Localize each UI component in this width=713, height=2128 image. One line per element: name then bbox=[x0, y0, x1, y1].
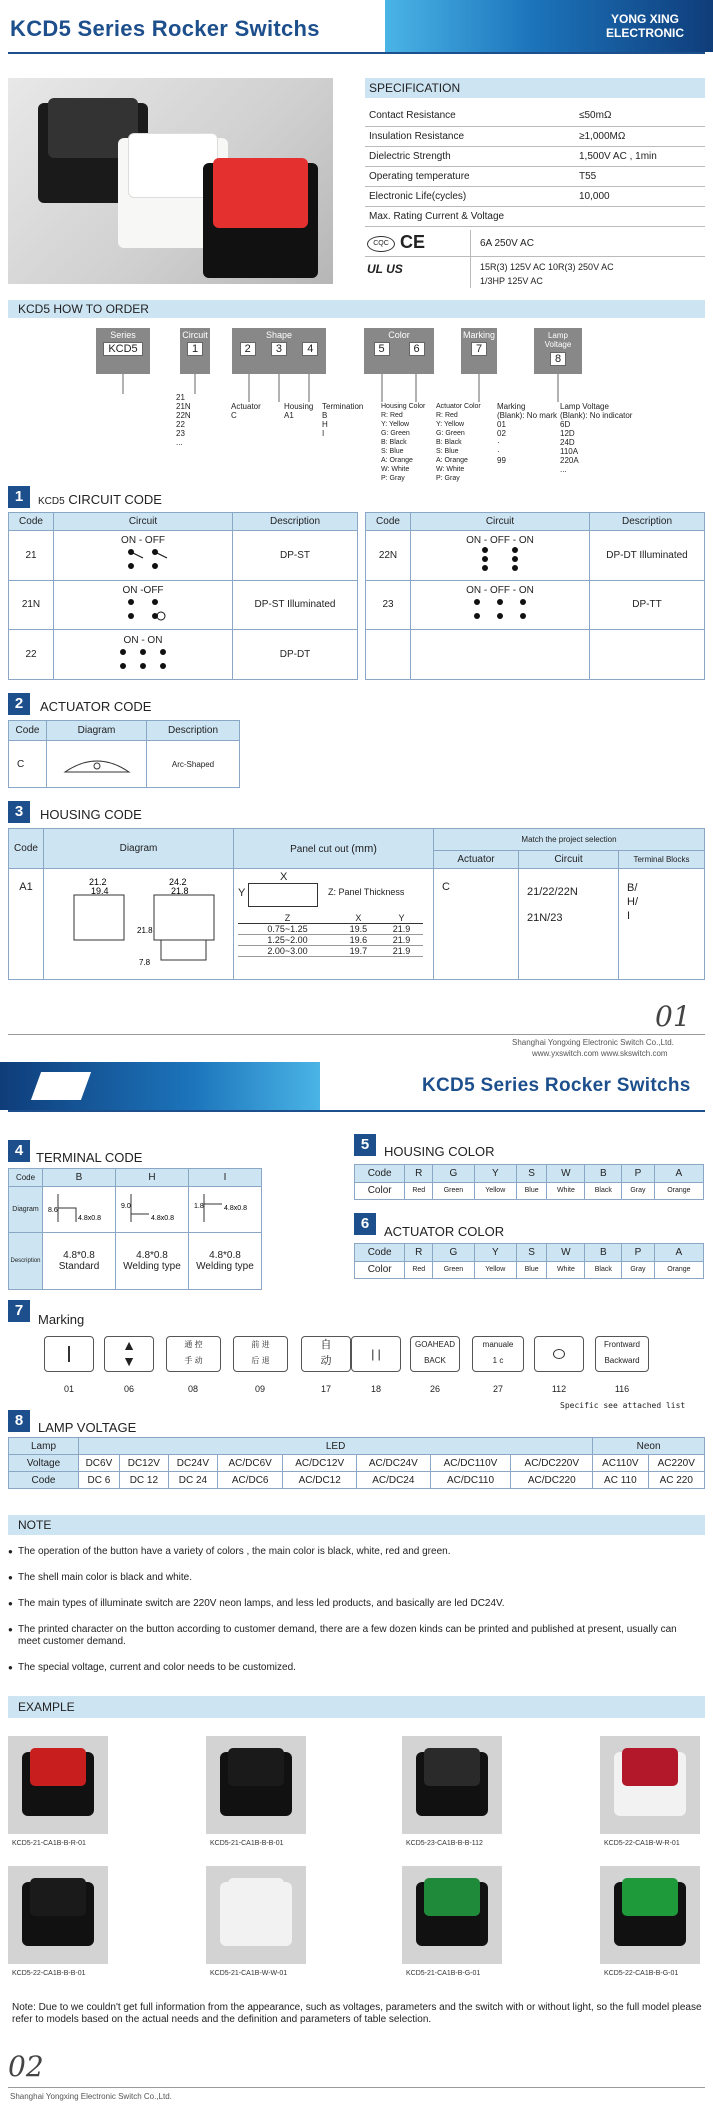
section-7-number: 7 bbox=[8, 1300, 30, 1322]
spec-table bbox=[365, 106, 705, 227]
section-2-number: 2 bbox=[8, 693, 30, 715]
example-photo bbox=[206, 1866, 306, 1964]
section-8-title: LAMP VOLTAGE bbox=[38, 1420, 137, 1435]
actuator-code-table: Code Diagram Description C Arc-Shaped bbox=[8, 720, 240, 788]
example-label: KCD5-23-CA1B-B-B-112 bbox=[406, 1840, 483, 1847]
circuit-22n-diagram: ON - OFF - ON bbox=[411, 531, 590, 581]
example-label: KCD5-21-CA1B-B-G-01 bbox=[406, 1970, 481, 1977]
order-circuit: Circuit 1 bbox=[180, 328, 210, 374]
spec-row: Contact Resistance ≤50mΩ bbox=[365, 106, 705, 126]
section-5-title: HOUSING COLOR bbox=[384, 1144, 495, 1159]
example-photo bbox=[402, 1736, 502, 1834]
section-5-number: 5 bbox=[354, 1134, 376, 1156]
marking-label: 08 bbox=[187, 1384, 198, 1394]
svg-text:21.8: 21.8 bbox=[170, 885, 189, 896]
rating-ac: 6A 250V AC bbox=[480, 238, 534, 249]
marking-112 bbox=[534, 1336, 584, 1372]
product-photo bbox=[8, 78, 333, 284]
note-item: ● The shell main color is black and white. bbox=[8, 1572, 698, 1584]
section-4-title: TERMINAL CODE bbox=[36, 1150, 143, 1165]
section-2-title: ACTUATOR CODE bbox=[40, 699, 152, 714]
example-photo bbox=[8, 1866, 108, 1964]
panel-cutout: X Y Z: Panel Thickness Z X Y 0.75~1.25 19.5 21.9 1.25~2.00 19.6 21.9 2.00~3.00 19.7 21.9 bbox=[234, 869, 434, 980]
marking-18: | | bbox=[351, 1336, 401, 1372]
lamp-voltage-table: Lamp LED Neon Voltage DC6V DC12V DC24V AC/DC6V AC/DC12V AC/DC24V AC/DC110V AC/DC220V AC110V AC220V Code DC 6 DC 12 DC 24 AC/DC6 AC/DC12 AC/DC24 AC/DC110 AC/DC220 AC 110 AC 220 bbox=[8, 1437, 705, 1489]
order-actuator-color: Actuator Color R: Red Y: Yellow G: Green B: Black S: Blue A: Orange W: White P: Gray bbox=[436, 403, 481, 482]
example-photo bbox=[600, 1866, 700, 1964]
spec-title: SPECIFICATION bbox=[365, 78, 705, 98]
example-label: KCD5-21-CA1B-B-R-01 bbox=[12, 1840, 86, 1847]
order-termination: Termination B H I bbox=[322, 402, 364, 438]
spec-row: Max. Rating Current & Voltage bbox=[365, 206, 705, 226]
terminal-code-table: Code B H I Diagram 8.6 4.8x0.8 9.0 4.8x0.8 1.8 4.8x0.8 Description 4.8*0.8 Standard 4.8*0.8 Welding type 4.8*0.8 Welding type bbox=[8, 1168, 262, 1290]
circuit-21-diagram: ON - OFF bbox=[54, 531, 233, 581]
svg-text:7.8: 7.8 bbox=[138, 957, 150, 967]
order-housing: Housing A1 bbox=[284, 402, 314, 420]
marking-01 bbox=[44, 1336, 94, 1372]
note-item: ● The special voltage, current and color needs to be customized. bbox=[8, 1662, 698, 1674]
page-number-1: 01 bbox=[655, 1000, 691, 1033]
note-item: ● The printed character on the button according to customer demand, there are a few dozen kinds can be printed and published at present, usually can meet customer demand. bbox=[8, 1624, 698, 1648]
svg-text:21.2: 21.2 bbox=[88, 876, 107, 887]
order-connectors bbox=[0, 374, 713, 404]
marking-27: manuale 1 c bbox=[472, 1336, 524, 1372]
section-7-title: Marking bbox=[38, 1312, 85, 1327]
rating-ul-2: 1/3HP 125V AC bbox=[480, 276, 543, 286]
svg-text:4.8x0.8: 4.8x0.8 bbox=[78, 1215, 101, 1222]
housing-code-table: Code Diagram Panel cut out (mm) Match the project selection Actuator Circuit Terminal Blocks A1 21.2 19.4 24.2 21.8 21.8 7.8 X Y Z: Panel Thickness Z X Y 0.75~1.25 19.5 21.9 1.25~2.00 19.6 21.9 2.00~3.00 19.7 21.9 C 21/22/22N 21N/23 B/ H/ I bbox=[8, 828, 705, 980]
example-photo bbox=[206, 1736, 306, 1834]
svg-text:1.8: 1.8 bbox=[194, 1203, 204, 1210]
section-8-number: 8 bbox=[8, 1410, 30, 1432]
actuator-diagram bbox=[47, 741, 147, 788]
ul-logo: UL US bbox=[367, 262, 403, 276]
actuator-color-table: Code R G Y S W B P A Color Red Green Yellow Blue White Black Gray Orange bbox=[354, 1243, 704, 1279]
page-number-2: 02 bbox=[8, 2050, 44, 2083]
page2-title: KCD5 Series Rocker Switchs bbox=[422, 1075, 691, 1096]
marking-label: 112 bbox=[551, 1384, 567, 1394]
housing-color-table: Code R G Y S W B P A Color Red Green Yellow Blue White Black Gray Orange bbox=[354, 1164, 704, 1200]
order-actuator: Actuator C bbox=[231, 402, 261, 420]
order-title: KCD5 HOW TO ORDER bbox=[8, 300, 705, 318]
section-1-title: KCD5 CIRCUIT CODE bbox=[38, 492, 162, 507]
svg-text:8.6: 8.6 bbox=[48, 1207, 58, 1214]
order-circuit-list: 21 21N 22N 22 23 ... bbox=[176, 393, 191, 447]
footer-company-2: Shanghai Yongxing Electronic Switch Co.,Ltd. bbox=[10, 2092, 172, 2101]
housing-diagram bbox=[44, 869, 234, 980]
marking-116: Frontward Backward bbox=[595, 1336, 649, 1372]
marking-label: 18 bbox=[370, 1384, 381, 1394]
cqc-logo: CQC bbox=[367, 236, 395, 252]
footer-company-1: Shanghai Yongxing Electronic Switch Co.,Ltd. bbox=[512, 1038, 674, 1047]
example-label: KCD5-22-CA1B-B-B-01 bbox=[12, 1970, 86, 1977]
page2-banner bbox=[0, 1062, 320, 1110]
marking-26: GOAHEAD BACK bbox=[410, 1336, 460, 1372]
marking-note: Specific see attached list bbox=[560, 1401, 686, 1410]
example-label: KCD5-22-CA1B-B-G-01 bbox=[604, 1970, 679, 1977]
marking-label: 26 bbox=[429, 1384, 440, 1394]
marking-06: ▲ ▼ bbox=[104, 1336, 154, 1372]
order-color: Color 5 6 bbox=[364, 328, 434, 374]
ce-logo: CE bbox=[400, 232, 426, 252]
order-marking: Marking 7 bbox=[461, 328, 497, 374]
marking-label: 09 bbox=[254, 1384, 265, 1394]
section-6-number: 6 bbox=[354, 1213, 376, 1235]
order-housing-color: Housing Color R: Red Y: Yellow G: Green B: Black S: Blue A: Orange W: White P: Gray bbox=[381, 403, 426, 482]
marking-label: 06 bbox=[123, 1384, 134, 1394]
note-item: ● The main types of illuminate switch are 220V neon lamps, and less led products, and basically are led DC24V. bbox=[8, 1598, 698, 1610]
bottom-note: Note: Due to we couldn't get full information from the appearance, such as voltages, parameters and the switch with or without light, so the full model please refer to models based on the actual needs and the definition and parameters of table selection. bbox=[12, 2002, 702, 2025]
footer-web-1: www.yxswitch.com www.skswitch.com bbox=[532, 1049, 668, 1058]
section-3-title: HOUSING CODE bbox=[40, 807, 142, 822]
spec-row: Dielectric Strength 1,500V AC , 1min bbox=[365, 146, 705, 166]
order-marking-list: Marking (Blank): No mark 01 02 · · 99 bbox=[497, 402, 558, 465]
order-series: Series KCD5 bbox=[96, 328, 150, 374]
svg-text:4.8x0.8: 4.8x0.8 bbox=[151, 1215, 174, 1222]
marking-17: 自 动 bbox=[301, 1336, 351, 1372]
brand-name: YONG XING ELECTRONIC bbox=[606, 12, 684, 40]
svg-text:21.8: 21.8 bbox=[136, 925, 153, 935]
example-label: KCD5-22-CA1B-W-R-01 bbox=[604, 1840, 680, 1847]
example-photo bbox=[402, 1866, 502, 1964]
spec-row: Insulation Resistance ≥1,000MΩ bbox=[365, 126, 705, 146]
circuit-21n-diagram: ON -OFF bbox=[54, 580, 233, 630]
section-4-number: 4 bbox=[8, 1140, 30, 1162]
section-3-number: 3 bbox=[8, 801, 30, 823]
note-list bbox=[8, 1546, 698, 1688]
svg-text:24.2: 24.2 bbox=[168, 876, 187, 887]
svg-text:9.0: 9.0 bbox=[121, 1203, 131, 1210]
example-photo bbox=[600, 1736, 700, 1834]
brand-banner bbox=[385, 0, 713, 52]
note-title: NOTE bbox=[8, 1515, 705, 1535]
circuit-code-table: Code Circuit Description Code Circuit Description 21 ON - OFF DP-ST 22N ON - OFF - ON DP-DT Illuminated 21N ON -OFF DP-ST Illuminated 23 ON - OFF - ON DP-TT 22 ON - ON DP-DT bbox=[8, 512, 705, 680]
rating-ul-1: 15R(3) 125V AC 10R(3) 250V AC bbox=[480, 262, 614, 272]
section-1-number: 1 bbox=[8, 486, 30, 508]
marking-label: 27 bbox=[492, 1384, 503, 1394]
marking-09: 前 进 后 退 bbox=[233, 1336, 288, 1372]
spec-row: Operating temperature T55 bbox=[365, 166, 705, 186]
circuit-23-diagram: ON - OFF - ON bbox=[411, 580, 590, 630]
circuit-22-diagram: ON - ON bbox=[54, 630, 233, 680]
marking-label: 116 bbox=[614, 1384, 630, 1394]
example-title: EXAMPLE bbox=[8, 1696, 705, 1718]
svg-text:4.8x0.8: 4.8x0.8 bbox=[224, 1205, 247, 1212]
marking-label: 17 bbox=[320, 1384, 331, 1394]
note-item: ● The operation of the button have a variety of colors , the main color is black, white, red and green. bbox=[8, 1546, 698, 1558]
header-rule bbox=[8, 52, 705, 54]
svg-text:19.4: 19.4 bbox=[90, 885, 109, 896]
page-title: KCD5 Series Rocker Switchs bbox=[10, 16, 320, 41]
spec-row: Electronic Life(cycles) 10,000 bbox=[365, 186, 705, 206]
example-photo bbox=[8, 1736, 108, 1834]
order-shape: Shape 2 3 4 bbox=[232, 328, 326, 374]
example-label: KCD5-21-CA1B-B-B-01 bbox=[210, 1840, 284, 1847]
example-label: KCD5-21-CA1B-W-W-01 bbox=[210, 1970, 288, 1977]
order-lamp: Lamp Voltage 8 bbox=[534, 328, 582, 374]
section-6-title: ACTUATOR COLOR bbox=[384, 1224, 505, 1239]
order-lamp-list: Lamp Voltage (Blank): No indicator 6D 12D 24D 110A 220A ... bbox=[560, 402, 633, 474]
marking-label: 01 bbox=[63, 1384, 74, 1394]
brand-logo-icon bbox=[31, 1072, 91, 1100]
marking-08: 通 控 手 动 bbox=[166, 1336, 221, 1372]
